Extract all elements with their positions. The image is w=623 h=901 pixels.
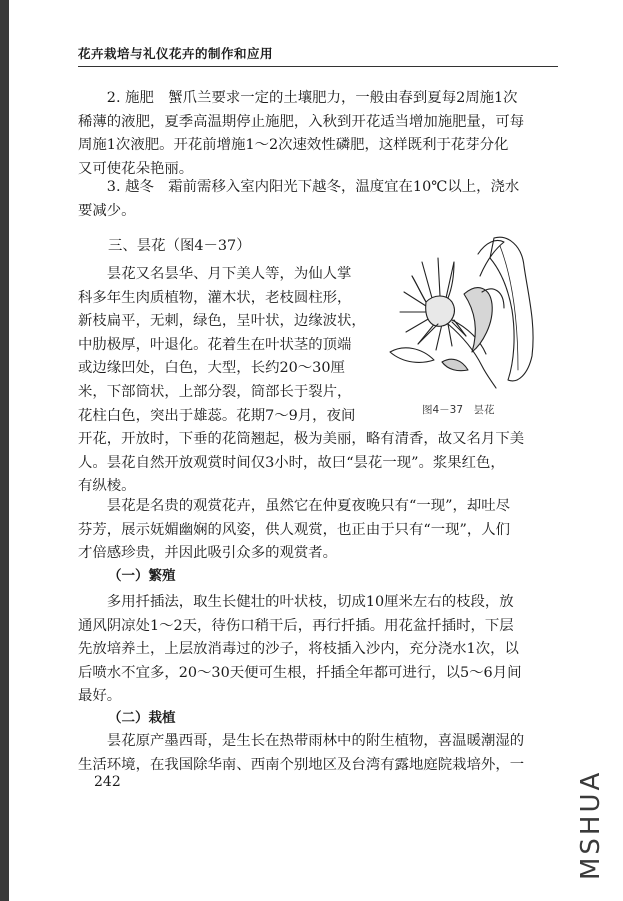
section-heading-epiphyllum: 三、昙花（图4－37） xyxy=(108,238,251,254)
text-line: 生活环境，在我国除华南、西南个别地区及台湾有露地庭院栽培外，一 xyxy=(78,756,525,773)
text-line: 昙花是名贵的观赏花卉，虽然它在仲夏夜晚只有“一现”，却吐尽 xyxy=(106,498,511,514)
paragraph-fertilize xyxy=(78,87,546,181)
text-line: 多用扦插法，取生长健壮的叶状枝，切成10厘米左右的枝段，放 xyxy=(106,594,514,610)
text-line: 昙花原产墨西哥，是生长在热带雨林中的附生植物，喜温暖潮湿的 xyxy=(106,733,525,749)
subheading-cultivation: （二）栽植 xyxy=(108,710,176,726)
text-line: 有纵棱。 xyxy=(78,478,136,495)
text-line: 后喷水不宜多，20～30天便可生根，扦插全年都可进行，以5～6月间 xyxy=(78,664,522,681)
paragraph-propagation xyxy=(78,591,546,709)
text-line: 中肋极厚，叶退化。花着生在叶状茎的顶端 xyxy=(78,336,352,353)
paragraph-overwinter xyxy=(78,176,546,223)
text-line: 花柱白色，突出于雄蕊。花期7～9月，夜间 xyxy=(78,407,356,424)
text-line: 最好。 xyxy=(78,688,122,705)
text-line: 要减少。 xyxy=(78,202,136,219)
text-line: 科多年生肉质植物，灌木状，老枝圆柱形， xyxy=(78,289,352,306)
text-line: 稀薄的液肥，夏季高温期停止施肥，入秋到开花适当增加施肥量，可每 xyxy=(78,113,525,130)
text-line: 2. 施肥 蟹爪兰要求一定的土壤肥力，一般由春到夏每2周施1次 xyxy=(106,90,518,106)
text-line: 新枝扁平，无刺，绿色，呈叶状，边缘波状， xyxy=(78,313,366,330)
header-rule xyxy=(78,66,558,67)
figure-caption: 图4－37 昙花 xyxy=(422,404,495,416)
text-line: 或边缘凹处，白色，大型，长约20～30厘 xyxy=(78,360,345,377)
scan-edge-shadow xyxy=(0,0,9,901)
text-line: 3. 越冬 霜前需移入室内阳光下越冬，温度宜在10℃以上，浇水 xyxy=(106,179,520,195)
text-line: 通风阴凉处1～2天，待伤口稍干后，再行扦插。用花盆扦插时，下层 xyxy=(78,617,514,634)
paragraph-intro-wrapped xyxy=(78,263,374,428)
text-line: 才倍感珍贵，并因此吸引众多的观赏者。 xyxy=(78,545,338,562)
text-line: 先放培养土，上层放消毒过的沙子，将枝插入沙内，充分浇水1次，以 xyxy=(78,641,519,658)
text-line: 米，下部筒状，上部分裂，筒部长于裂片， xyxy=(78,383,352,400)
running-head: 花卉栽培与礼仪花卉的制作和应用 xyxy=(78,46,274,61)
text-line: 开花，开放时，下垂的花筒翘起，极为美丽，略有清香，故又名月下美 xyxy=(78,431,525,447)
paragraph-intro-continued xyxy=(78,428,546,499)
paragraph-ornamental xyxy=(78,495,546,566)
text-line: 又可使花朵艳丽。 xyxy=(78,160,194,177)
epiphyllum-illustration xyxy=(382,232,544,392)
watermark: MSHUA xyxy=(576,769,606,880)
text-line: 人。昙花自然开放观赏时间仅3小时，故曰“昙花一现”。浆果红色， xyxy=(78,454,505,471)
paragraph-cultivation xyxy=(78,730,546,777)
subheading-propagation: （一）繁殖 xyxy=(108,568,176,584)
text-line: 芬芳，展示妩媚幽娴的风姿，供人观赏，也正由于只有“一现”，人们 xyxy=(78,521,511,538)
text-line: 昙花又名昙华、月下美人等，为仙人掌 xyxy=(106,266,352,282)
page-number: 242 xyxy=(94,774,121,790)
text-line: 周施1次液肥。开花前增施1～2次速效性磷肥，这样既利于花芽分化 xyxy=(78,137,509,154)
